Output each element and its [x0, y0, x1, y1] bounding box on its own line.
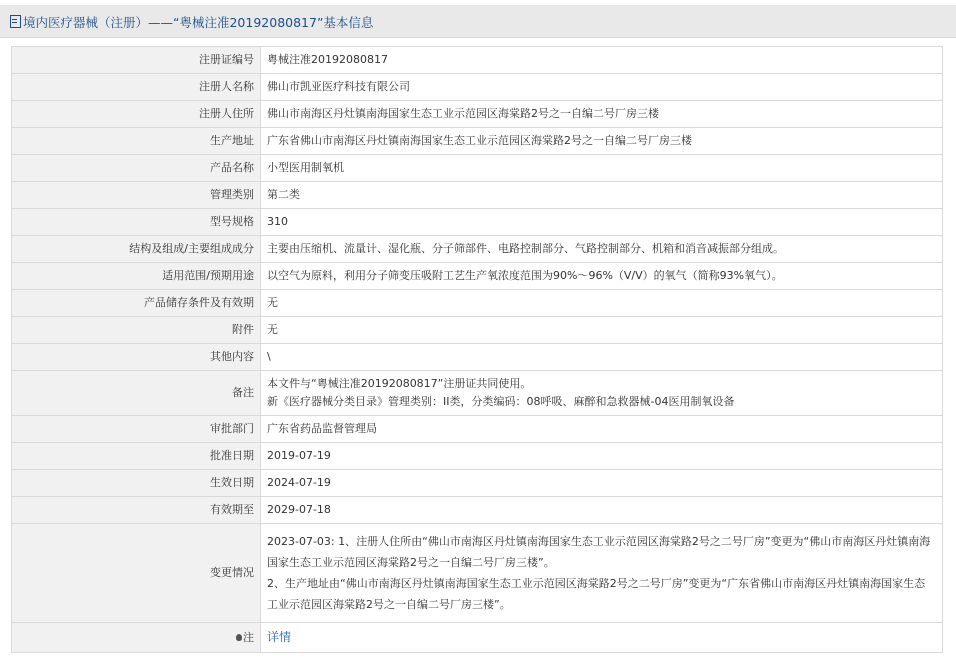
- row-label: 审批部门: [12, 416, 261, 443]
- table-row: [12, 263, 943, 290]
- row-value: 2029-07-18: [261, 497, 943, 524]
- title-bar: [0, 5, 956, 38]
- row-label: 产品名称: [12, 155, 261, 182]
- memo-line-1: 本文件与“粤械注准20192080817”注册证共同使用。: [267, 377, 532, 390]
- row-label: 适用范围/预期用途: [12, 263, 261, 290]
- table-row: [12, 317, 943, 344]
- row-value: 无: [261, 290, 943, 317]
- table-row: [12, 497, 943, 524]
- table-row: [12, 182, 943, 209]
- table-row: [12, 101, 943, 128]
- note-label-text: 注: [243, 630, 254, 644]
- row-value: 2019-07-19: [261, 443, 943, 470]
- changes-text: 2023-07-03: 1、注册人住所由“佛山市南海区丹灶镇南海国家生态工业示范园区海棠路2号之二号厂房”变更为“佛山市南海区丹灶镇南海国家生态工业示范园区海棠路2号之一自编二号厂房三楼”。 2、生产地址由“佛山市南海区丹灶镇南海国家生态工业示范园区海棠路2号之二号厂房”变更为“广东省佛山市南海区丹灶镇南海国家生态工业示范园区海棠路2号之一自编二号厂房三楼”。: [267, 535, 931, 611]
- memo-line-2: 新《医疗器械分类目录》管理类别：II类，分类编码：08呼吸、麻醉和急救器械-04医用制氧设备: [267, 395, 735, 408]
- table-row: [12, 74, 943, 101]
- table-row: [12, 209, 943, 236]
- row-value: 佛山市南海区丹灶镇南海国家生态工业示范园区海棠路2号之一自编二号厂房三楼: [261, 101, 943, 128]
- row-label: 批准日期: [12, 443, 261, 470]
- table-row: [12, 47, 943, 74]
- document-icon: [10, 15, 21, 28]
- memo-value: [261, 371, 943, 416]
- row-value: 广东省佛山市南海区丹灶镇南海国家生态工业示范园区海棠路2号之一自编二号厂房三楼: [261, 128, 943, 155]
- row-value: 以空气为原料，利用分子筛变压吸附工艺生产氧浓度范围为90%～96%（V/V）的氧气（简称93%氧气）。: [261, 263, 943, 290]
- note-label: [12, 623, 261, 653]
- table-row: [12, 155, 943, 182]
- row-value: 2024-07-19: [261, 470, 943, 497]
- table-row: [12, 290, 943, 317]
- row-label: 注册人住所: [12, 101, 261, 128]
- bulb-icon: [236, 634, 242, 641]
- table-row-memo: [12, 371, 943, 416]
- row-label: 管理类别: [12, 182, 261, 209]
- row-value: 粤械注准20192080817: [261, 47, 943, 74]
- table-row-changes: [12, 524, 943, 623]
- table-row: [12, 443, 943, 470]
- table-row: [12, 236, 943, 263]
- table-row: [12, 128, 943, 155]
- row-label: 生产地址: [12, 128, 261, 155]
- row-value: 310: [261, 209, 943, 236]
- row-label: 型号规格: [12, 209, 261, 236]
- row-value: 主要由压缩机、流量计、湿化瓶、分子筛部件、电路控制部分、气路控制部分、机箱和消音减振部分组成。: [261, 236, 943, 263]
- row-value: 佛山市凯亚医疗科技有限公司: [261, 74, 943, 101]
- row-value: 广东省药品监督管理局: [261, 416, 943, 443]
- row-label: 生效日期: [12, 470, 261, 497]
- table-row-note: [12, 623, 943, 653]
- row-label: 注册证编号: [12, 47, 261, 74]
- page-title: [10, 13, 373, 31]
- info-table: [11, 46, 943, 653]
- row-value: \: [261, 344, 943, 371]
- row-value: 第二类: [261, 182, 943, 209]
- table-row: [12, 470, 943, 497]
- row-label: 附件: [12, 317, 261, 344]
- row-value: 无: [261, 317, 943, 344]
- note-value: [261, 623, 943, 653]
- table-row: [12, 344, 943, 371]
- detail-link[interactable]: 详情: [267, 630, 292, 644]
- table-row: [12, 416, 943, 443]
- row-label: 其他内容: [12, 344, 261, 371]
- page-title-text: 境内医疗器械（注册）——“粤械注准20192080817”基本信息: [23, 15, 374, 30]
- changes-label: 变更情况: [12, 524, 261, 623]
- row-value: 小型医用制氧机: [261, 155, 943, 182]
- row-label: 结构及组成/主要组成成分: [12, 236, 261, 263]
- row-label: 有效期至: [12, 497, 261, 524]
- memo-label: 备注: [12, 371, 261, 416]
- row-label: 注册人名称: [12, 74, 261, 101]
- changes-value: [261, 524, 943, 623]
- row-label: 产品储存条件及有效期: [12, 290, 261, 317]
